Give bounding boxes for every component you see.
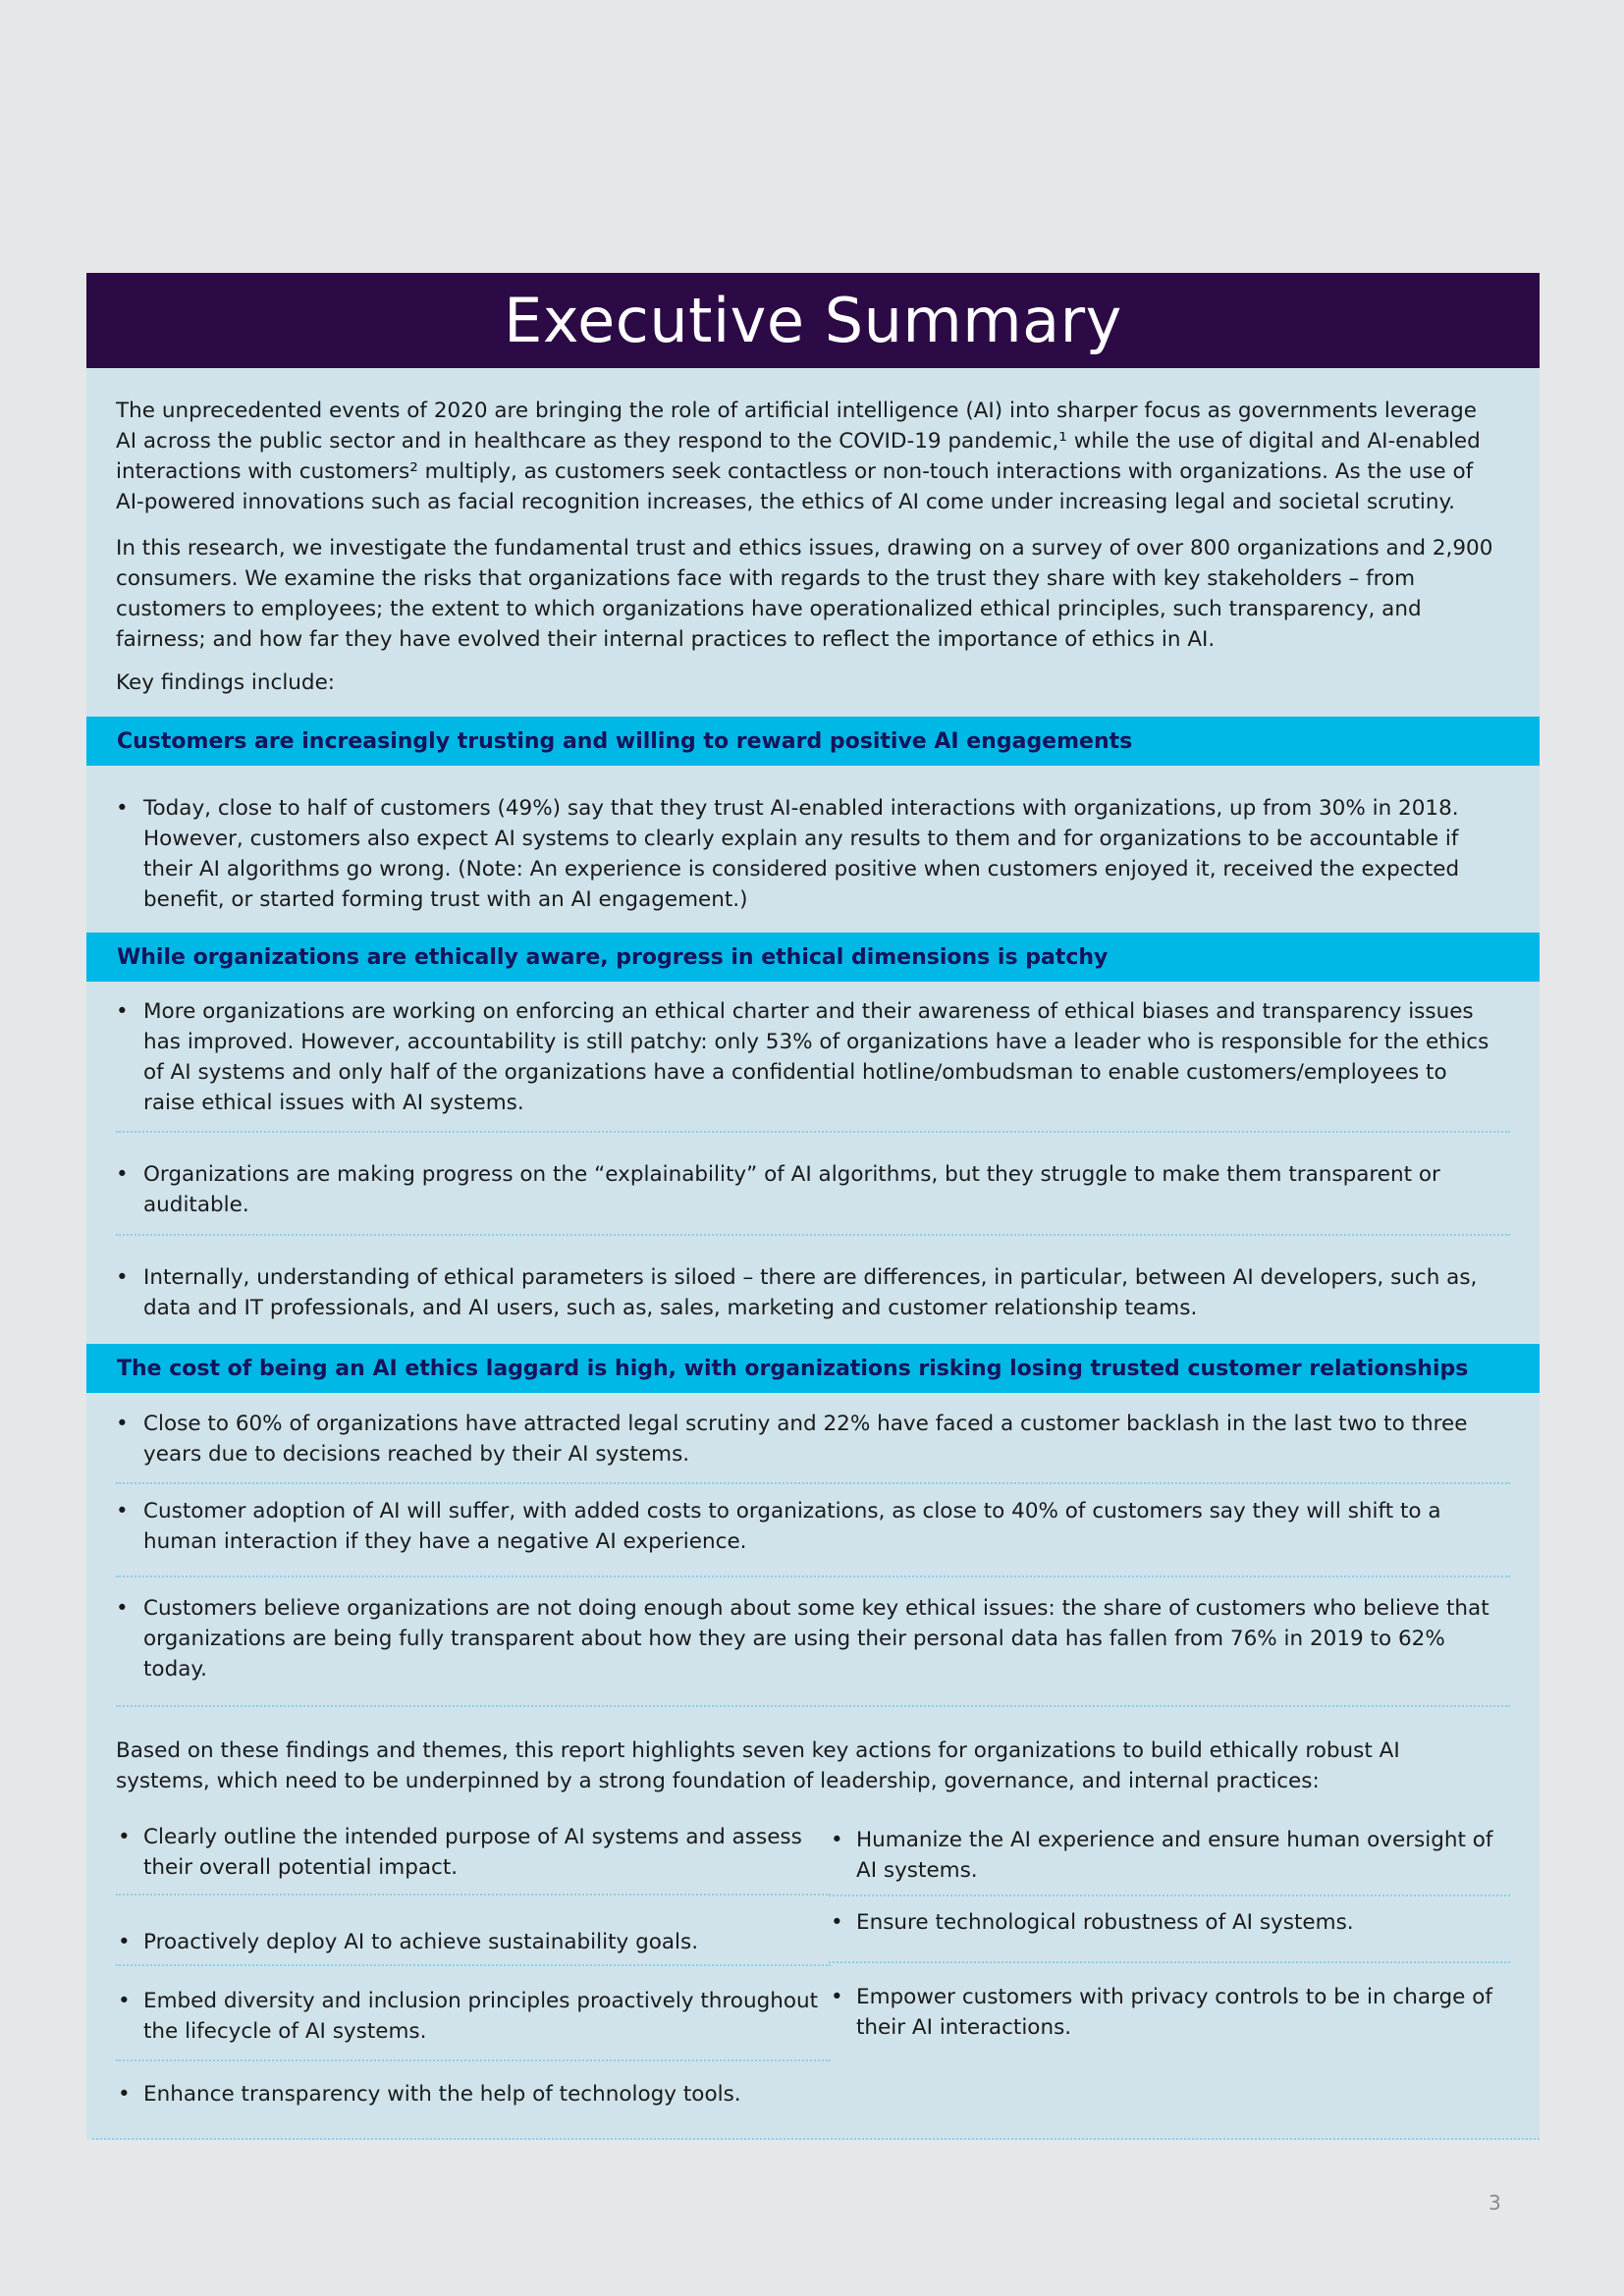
section-heading-ethics-awareness: While organizations are ethically aware, progress in ethical dimensions is patchy xyxy=(86,933,1540,982)
section-1-bullets xyxy=(86,793,1540,915)
divider xyxy=(116,1575,1510,1577)
action-item-left-2: • Proactively deploy AI to achieve sustainability goals. xyxy=(116,1927,823,1957)
action-item-right-2: • Ensure technological robustness of AI systems. xyxy=(829,1907,1520,1938)
section-3-bullets xyxy=(86,1409,1540,1469)
actions-intro: Based on these findings and themes, this report highlights seven key actions for organizations to build ethically robust AI systems, which need to be underpinned by a strong foundation of leadership, governance, and internal practices: xyxy=(116,1738,1400,1793)
page-number: 3 xyxy=(1489,2191,1501,2215)
divider xyxy=(116,1894,831,1896)
finding-bullet: • Customers believe organizations are not doing enough about some key ethical issues: the share of customers who believe that organizations are being fully transparent about how they are using their personal data has fallen from 76% in 2019 to 62% today. xyxy=(86,1593,1540,1684)
divider xyxy=(116,1705,1510,1707)
section-2-bullets-b xyxy=(86,1159,1540,1220)
divider xyxy=(829,1961,1510,1963)
divider xyxy=(116,1234,1510,1236)
section-heading-laggard-cost: The cost of being an AI ethics laggard is high, with organizations risking losing trusted customer relationships xyxy=(86,1344,1540,1393)
key-findings-lead: Key findings include: xyxy=(116,670,336,695)
finding-bullet: • Organizations are making progress on the “explainability” of AI algorithms, but they struggle to make them transparent or auditable. xyxy=(86,1159,1540,1220)
intro-paragraph-2: In this research, we investigate the fundamental trust and ethics issues, drawing on a survey of over 800 organizations and 2,900 consumers. We examine the risks that organizations face with regards to the trust they share with key stakeholders – from customers to employees; the extent to which organizations have operationalized ethical principles, such transparency, and fairness; and how far they have evolved their internal practices to reflect the importance of ethics in AI. xyxy=(116,536,1493,652)
title-bar xyxy=(86,273,1540,368)
section-heading-customers: Customers are increasingly trusting and willing to reward positive AI engagements xyxy=(86,717,1540,766)
divider xyxy=(116,1964,831,1966)
action-item-right-3: • Empower customers with privacy controls to be in charge of their AI interactions. xyxy=(829,1982,1520,2043)
section-3-bullets-c xyxy=(86,1593,1540,1684)
action-item-right-1: • Humanize the AI experience and ensure human oversight of AI systems. xyxy=(829,1825,1520,1886)
finding-bullet: • Today, close to half of customers (49%) say that they trust AI-enabled interactions with organizations, up from 30% in 2018. However, customers also expect AI systems to clearly explain any results to them and for organizations to be accountable if their AI algorithms go wrong. (Note: An experience is considered positive when customers enjoyed it, received the expected benefit, or started forming trust with an AI engagement.) xyxy=(86,793,1540,915)
action-item-left-1: • Clearly outline the intended purpose of AI systems and assess their overall potential impact. xyxy=(116,1822,823,1883)
action-item-left-4: • Enhance transparency with the help of technology tools. xyxy=(116,2079,823,2109)
finding-bullet: • Close to 60% of organizations have attracted legal scrutiny and 22% have faced a customer backlash in the last two to three years due to decisions reached by their AI systems. xyxy=(86,1409,1540,1469)
finding-bullet: • More organizations are working on enforcing an ethical charter and their awareness of ethical biases and transparency issues has improved. However, accountability is still patchy: only 53% of organizations have a leader who is responsible for the ethics of AI systems and only half of the organizations have a confidential hotline/ombudsman to enable customers/employees to raise ethical issues with AI systems. xyxy=(86,996,1540,1118)
intro-paragraph-1: The unprecedented events of 2020 are bringing the role of artificial intelligence (AI) into sharper focus as governments leverage AI across the public sector and in healthcare as they respond to the COVID-19 pandemic,¹ while the use of digital and AI-enabled interactions with customers² multiply, as customers seek contactless or non-touch interactions with organizations. As the use of AI-powered innovations such as facial recognition increases, the ethics of AI come under increasing legal and societal scrutiny. xyxy=(116,399,1481,514)
section-2-bullets-c xyxy=(86,1262,1540,1323)
section-2-bullets xyxy=(86,996,1540,1118)
section-3-bullets-b xyxy=(86,1496,1540,1557)
divider xyxy=(116,1131,1510,1133)
action-item-left-3: • Embed diversity and inclusion principles proactively throughout the lifecycle of AI systems. xyxy=(116,1986,823,2047)
divider xyxy=(116,1482,1510,1484)
finding-bullet: • Internally, understanding of ethical parameters is siloed – there are differences, in particular, between AI developers, such as, data and IT professionals, and AI users, such as, sales, marketing and customer relationship teams. xyxy=(86,1262,1540,1323)
finding-bullet: • Customer adoption of AI will suffer, with added costs to organizations, as close to 40% of customers say they will shift to a human interaction if they have a negative AI experience. xyxy=(86,1496,1540,1557)
divider xyxy=(116,2059,831,2061)
panel-bottom-divider xyxy=(92,2138,1540,2140)
page-title: Executive Summary xyxy=(504,285,1122,356)
divider xyxy=(829,1895,1510,1896)
executive-summary-panel xyxy=(86,273,1540,2140)
